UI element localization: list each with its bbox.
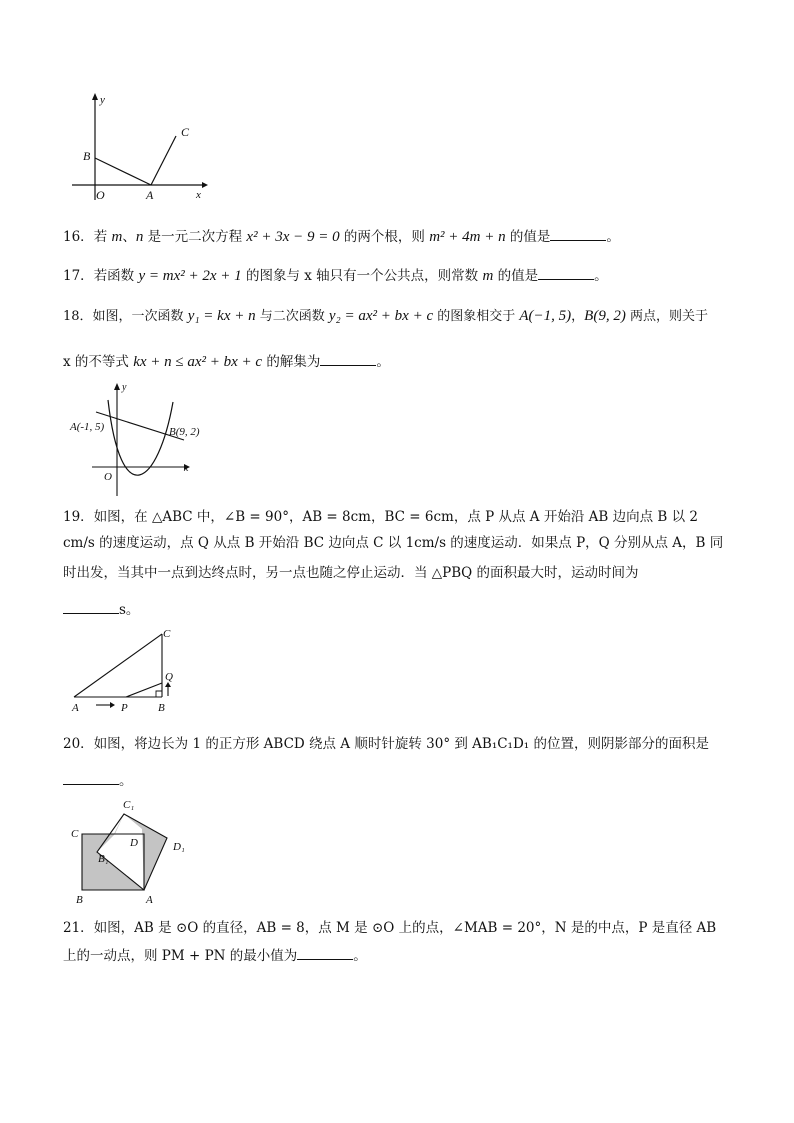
q20-line-1: 如图，将边长为 1 的正方形 ABCD 绕点 A 顺时针旋转 30° 到 AB₁C₁D₁ 的位置，则阴影部分的面积是 [93, 736, 709, 752]
label-c: C [71, 828, 79, 840]
q16-expression: m² + 4m + n [429, 229, 506, 245]
label-b: B(9, 2) [169, 426, 200, 438]
q19-line-1: 如图，在 △ABC 中，∠B = 90°，AB = 8cm，BC = 6cm，点 P 从点 A 开始沿 AB 边向点 B 以 2 [93, 509, 698, 525]
q16-number: 16． [63, 229, 94, 245]
q17-text-3: 的值是 [493, 268, 539, 284]
q16-text-1: 若 [93, 229, 112, 245]
q19-number: 19． [63, 509, 94, 525]
figure-q19 [66, 626, 196, 716]
figure-q18 [66, 378, 206, 500]
q18-text-2: 与二次函数 [255, 309, 329, 324]
q16-equation: x² + 3x − 9 = 0 [246, 229, 340, 245]
question-18-line-2 [63, 351, 390, 372]
q16-answer-blank[interactable] [550, 226, 606, 241]
q18-end: 。 [376, 354, 390, 370]
question-20-line-2 [63, 770, 133, 791]
q20-number: 20． [63, 736, 94, 752]
q16-text-4: 的值是 [505, 229, 551, 245]
label-b: B [76, 894, 83, 906]
q18-point-b: B(9, 2) [584, 308, 626, 324]
q18-point-a: A(−1, 5) [519, 308, 572, 324]
q16-text-3: 的两个根，则 [339, 229, 430, 245]
question-19 [63, 507, 698, 527]
q16-n: n [135, 229, 144, 245]
label-q: Q [165, 671, 173, 683]
label-o: O [104, 471, 112, 483]
question-20 [63, 734, 709, 754]
question-21-line-2 [63, 945, 367, 966]
label-b: B [83, 149, 91, 163]
figure-q15 [66, 90, 216, 205]
q19-end: s。 [119, 602, 140, 618]
label-b1: B₁ [98, 853, 109, 865]
q18-text-5: 两点，则关于 [625, 309, 708, 324]
label-y: y [122, 382, 127, 393]
y-axis-arrow [114, 383, 120, 390]
q21-number: 21． [63, 920, 94, 936]
figure-q20 [66, 796, 196, 908]
q17-text-1: 若函数 [93, 268, 139, 284]
question-19-line-3 [63, 563, 639, 583]
question-16 [63, 226, 620, 247]
q17-end: 。 [594, 268, 608, 284]
q21-line-2: 上的一动点，则 PM + PN 的最小值为 [63, 948, 298, 964]
question-17 [63, 265, 608, 286]
q16-sep: 、 [122, 229, 136, 245]
q20-end: 。 [119, 773, 133, 789]
x-axis-arrow [202, 182, 208, 188]
label-x: x [184, 463, 189, 474]
q18-text-3: 的图象相交于 [433, 309, 520, 324]
q19-line-2: cm/s 的速度运动，点 Q 从点 B 开始沿 BC 边向点 C 以 1cm/s 的速度运动．如果点 P，Q 分别从点 A，B 同 [63, 535, 724, 551]
q17-answer-blank[interactable] [538, 265, 594, 280]
q19-line-3: 时出发，当其中一点到达终点时，另一点也随之停止运动．当 △PBQ 的面积最大时，运动时间为 [63, 565, 639, 581]
label-o: O [96, 188, 105, 202]
q17-function: y = mx² + 2x + 1 [138, 268, 242, 284]
q18-quadratic-function: y₂ = ax² + bx + c [328, 308, 434, 324]
label-d1: D₁ [173, 841, 185, 853]
label-c: C [181, 125, 190, 139]
q17-text-2: 的图象与 x 轴只有一个公共点，则常数 [241, 268, 483, 284]
label-a: A(-1, 5) [70, 421, 105, 433]
segment-pq [126, 683, 162, 697]
label-a: A [146, 188, 154, 202]
question-19-line-2 [63, 533, 723, 553]
q21-end: 。 [353, 948, 367, 964]
label-a: A [72, 702, 79, 714]
q18-text-4: ， [571, 309, 585, 324]
question-18 [63, 306, 708, 327]
q18-text-1: 如图，一次函数 [92, 309, 188, 324]
q18-answer-blank[interactable] [320, 351, 376, 366]
right-angle-mark [156, 691, 162, 697]
q17-number: 17． [63, 268, 94, 284]
q18-text-6: x 的不等式 [63, 354, 134, 370]
label-y: y [100, 94, 105, 106]
label-c1: C₁ [123, 799, 135, 811]
label-b: B [158, 702, 165, 714]
q18-linear-function: y₁ = kx + n [187, 308, 256, 324]
q17-m: m [482, 268, 494, 284]
q21-line-1: 如图，AB 是 ⊙O 的直径，AB = 8，点 M 是 ⊙O 上的点，∠MAB = 20°，N 是的中点，P 是直径 AB [93, 920, 717, 936]
q19-answer-blank[interactable] [63, 599, 119, 614]
arrow-p-head [110, 702, 115, 708]
question-21 [63, 918, 716, 938]
label-x: x [196, 189, 201, 201]
q16-end: 。 [606, 229, 620, 245]
segment-ac [151, 136, 176, 185]
q18-number: 18． [63, 309, 93, 324]
y-axis-arrow [92, 93, 98, 100]
q21-answer-blank[interactable] [297, 945, 353, 960]
q16-text-2: 是一元二次方程 [143, 229, 247, 245]
label-c: C [163, 628, 171, 640]
label-d: D [130, 837, 138, 849]
parabola-curve [108, 400, 173, 475]
segment-ba [95, 158, 151, 185]
q18-inequality: kx + n ≤ ax² + bx + c [133, 354, 263, 370]
q18-text-7: 的解集为 [262, 354, 321, 370]
label-p: P [121, 702, 128, 714]
question-19-line-4 [63, 599, 139, 620]
q20-answer-blank[interactable] [63, 770, 119, 785]
shaded-region [82, 814, 167, 890]
label-a: A [146, 894, 153, 906]
q16-m: m [111, 229, 123, 245]
